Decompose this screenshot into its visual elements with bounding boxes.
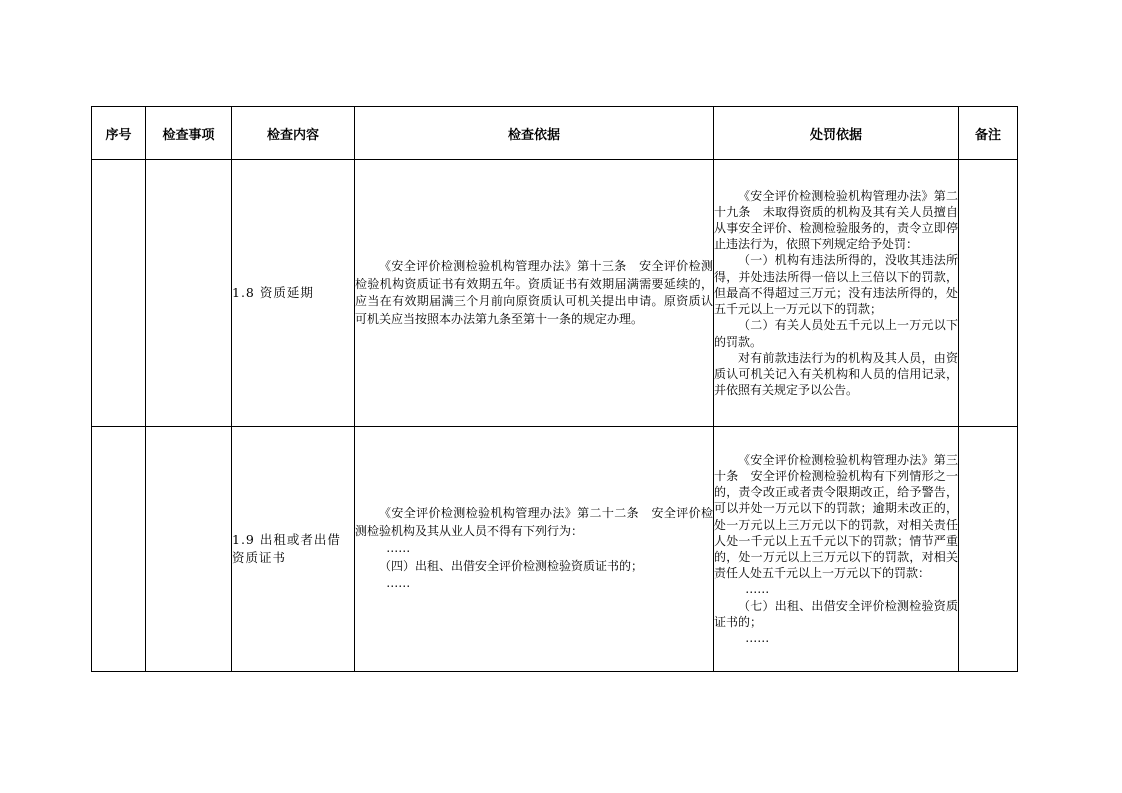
header-remark: 备注	[959, 107, 1018, 160]
basis-paragraph: （四）出租、出借安全评价检测检验资质证书的；	[379, 558, 644, 573]
penalty-ellipsis: ……	[745, 582, 770, 597]
cell-remark	[959, 427, 1018, 672]
cell-item	[146, 427, 232, 672]
header-row	[92, 107, 1018, 160]
cell-no	[92, 427, 146, 672]
penalty-paragraph: 对有前款违法行为的机构及其人员，由资质认可机关记入有关机构和人员的信用记录，并依照有关规定予以公告。	[714, 350, 958, 398]
header-basis: 检查依据	[355, 107, 714, 160]
cell-basis	[355, 160, 714, 427]
basis-paragraph: 《安全评价检测检验机构管理办法》第十三条 安全评价检测检验机构资质证书有效期五年。资质证书有效期届满需要延续的，应当在有效期届满三个月前向原资质认可机关提出申请。原资质认可机关应当按照本办法第九条至第十一条的规定办理。	[355, 259, 713, 326]
cell-item	[146, 160, 232, 427]
header-content: 检查内容	[232, 107, 355, 160]
cell-no	[92, 160, 146, 427]
penalty-paragraph: （七）出租、出借安全评价检测检验资质证书的；	[714, 598, 958, 629]
penalty-ellipsis: ……	[745, 631, 770, 646]
cell-content: 1.9 出租或者出借资质证书	[232, 427, 355, 672]
cell-penalty	[714, 427, 959, 672]
penalty-paragraph: 《安全评价检测检验机构管理办法》第三十条 安全评价检测检验机构有下列情形之一的，责令改正或者责令限期改正，给予警告，可以并处一万元以下的罚款；逾期未改正的，处一万元以上三万元以下的罚款，对相关责任人处一千元以上五千元以下的罚款；情节严重的，处一万元以上三万元以下的罚款，对相关责任人处五千元以上一万元以下的罚款：	[714, 452, 958, 581]
basis-paragraph: 《安全评价检测检验机构管理办法》第二十二条 安全评价检测检验机构及其从业人员不得有下列行为：	[355, 506, 713, 538]
table-row	[92, 160, 1018, 427]
header-item: 检查事项	[146, 107, 232, 160]
table-row	[92, 427, 1018, 672]
header-no: 序号	[92, 107, 146, 160]
penalty-paragraph: （二）有关人员处五千元以上一万元以下的罚款。	[714, 318, 958, 349]
inspection-table	[91, 106, 1018, 672]
cell-basis	[355, 427, 714, 672]
cell-content: 1.8 资质延期	[232, 160, 355, 427]
penalty-paragraph: 《安全评价检测检验机构管理办法》第二十九条 未取得资质的机构及其有关人员擅自从事安全评价、检测检验服务的，责令立即停止违法行为，依照下列规定给予处罚：	[714, 188, 958, 252]
penalty-paragraph: （一）机构有违法所得的，没收其违法所得，并处违法所得一倍以上三倍以下的罚款，但最高不得超过三万元；没有违法所得的，处五千元以上一万元以下的罚款；	[714, 253, 958, 317]
cell-remark	[959, 160, 1018, 427]
header-penalty: 处罚依据	[714, 107, 959, 160]
basis-ellipsis: ……	[386, 576, 411, 591]
basis-ellipsis: ……	[386, 541, 411, 556]
cell-penalty	[714, 160, 959, 427]
